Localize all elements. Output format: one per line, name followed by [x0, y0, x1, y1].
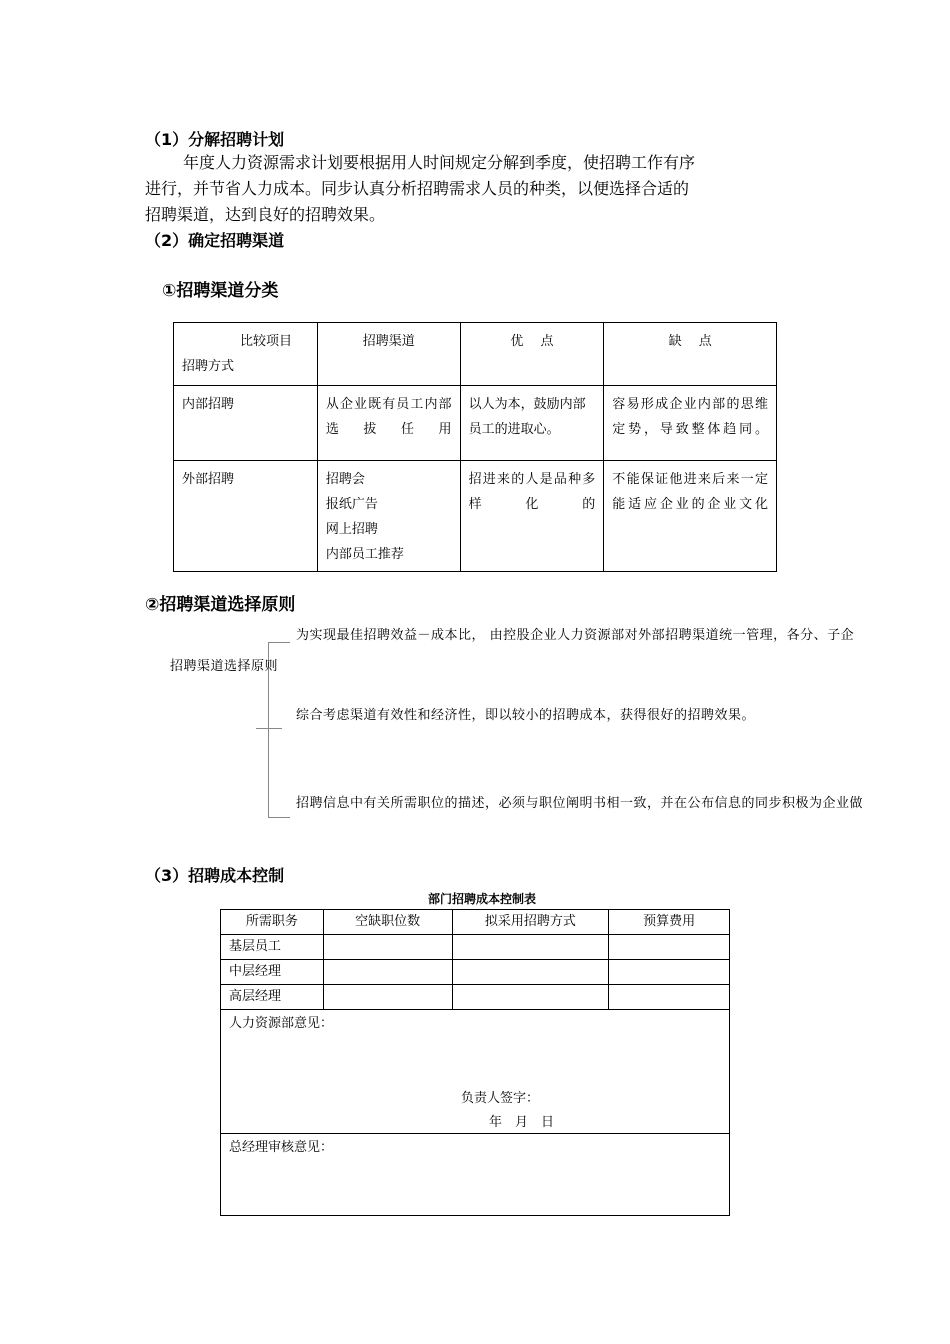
principle-item: 综合考虑渠道有效性和经济性，即以较小的招聘成本，获得很好的招聘效果。 [296, 708, 756, 723]
header-channel: 招聘渠道 [317, 323, 460, 386]
table-row [174, 461, 777, 572]
hr-opinion-cell[interactable] [221, 1010, 730, 1134]
row-channel-list [317, 461, 460, 572]
principles-label: 招聘渠道选择原则 [170, 659, 279, 674]
channel-comparison-table [173, 322, 777, 572]
vacancies-cell[interactable] [323, 985, 452, 1010]
cost-table-title: 部门招聘成本控制表 [428, 892, 537, 906]
row-cons: 不能保证他进来后来一定能适应企业的企业文化 [604, 461, 777, 572]
date-label: 年 月 日 [489, 1115, 555, 1130]
row-position: 中层经理 [221, 960, 324, 985]
table-row [221, 985, 730, 1010]
channel-item: 内部员工推荐 [325, 547, 404, 562]
method-cell[interactable] [452, 960, 609, 985]
row-pros: 招进来的人是品种多样化的 [460, 461, 604, 572]
bracket-middle-tick [256, 728, 282, 729]
cost-control-table [220, 909, 730, 1216]
hr-opinion-row [221, 1010, 730, 1134]
row-cons: 容易形成企业内部的思维定势，导致整体趋同。 [604, 386, 777, 461]
section1-para-line3: 招聘渠道，达到良好的招聘效果。 [145, 205, 386, 224]
budget-cell[interactable] [609, 985, 730, 1010]
row-method: 内部招聘 [174, 386, 318, 461]
bracket-bottom-tick [268, 817, 290, 818]
row-method: 外部招聘 [174, 461, 318, 572]
table-header-row [174, 323, 777, 386]
header-compare-items: 比较项目 [240, 334, 293, 349]
gm-opinion-label: 总经理审核意见： [229, 1140, 334, 1155]
section2-heading: （2）确定招聘渠道 [145, 231, 285, 250]
channel-classification-heading: ①招聘渠道分类 [162, 281, 279, 301]
table-row [174, 386, 777, 461]
channel-item: 招聘会 [325, 472, 365, 487]
signature-label: 负责人签字： [461, 1091, 540, 1106]
header-cons: 缺 点 [604, 323, 777, 386]
principle-item: 招聘信息中有关所需职位的描述，必须与职位阐明书相一致，并在公布信息的同步积极为企业做 [296, 796, 864, 811]
budget-cell[interactable] [609, 960, 730, 985]
row-position: 基层员工 [221, 935, 324, 960]
channel-principles-heading: ②招聘渠道选择原则 [145, 595, 296, 615]
gm-opinion-cell[interactable] [221, 1134, 730, 1216]
hr-opinion-label: 人力资源部意见： [229, 1016, 334, 1031]
section1-heading: （1）分解招聘计划 [145, 130, 285, 149]
principle-item: 为实现最佳招聘效益－成本比， 由控股企业人力资源部对外部招聘渠道统一管理，各分、子企 [296, 628, 855, 643]
row-pros: 以人为本，鼓励内部员工的进取心。 [460, 386, 604, 461]
header-method: 招聘方式 [182, 359, 235, 374]
vacancies-cell[interactable] [323, 960, 452, 985]
col-header-position: 所需职务 [221, 910, 324, 935]
vacancies-cell[interactable] [323, 935, 452, 960]
row-position: 高层经理 [221, 985, 324, 1010]
section1-para-line2: 进行，并节省人力成本。同步认真分析招聘需求人员的种类，以便选择合适的 [145, 179, 690, 198]
section1-para-line1: 年度人力资源需求计划要根据用人时间规定分解到季度，使招聘工作有序 [183, 153, 696, 172]
bracket-top-tick [268, 642, 290, 643]
section3-heading: （3）招聘成本控制 [145, 866, 285, 885]
method-cell[interactable] [452, 935, 609, 960]
diagonal-header-cell [174, 323, 318, 386]
col-header-method: 拟采用招聘方式 [452, 910, 609, 935]
budget-cell[interactable] [609, 935, 730, 960]
table-row [221, 960, 730, 985]
row-channel: 从企业既有员工内部选拔任用 [317, 386, 460, 461]
gm-opinion-row [221, 1134, 730, 1216]
channel-item: 网上招聘 [325, 522, 378, 537]
col-header-vacancies: 空缺职位数 [323, 910, 452, 935]
col-header-budget: 预算费用 [609, 910, 730, 935]
table-row [221, 935, 730, 960]
header-pros: 优 点 [460, 323, 604, 386]
method-cell[interactable] [452, 985, 609, 1010]
channel-item: 报纸广告 [325, 497, 378, 512]
table-header-row [221, 910, 730, 935]
